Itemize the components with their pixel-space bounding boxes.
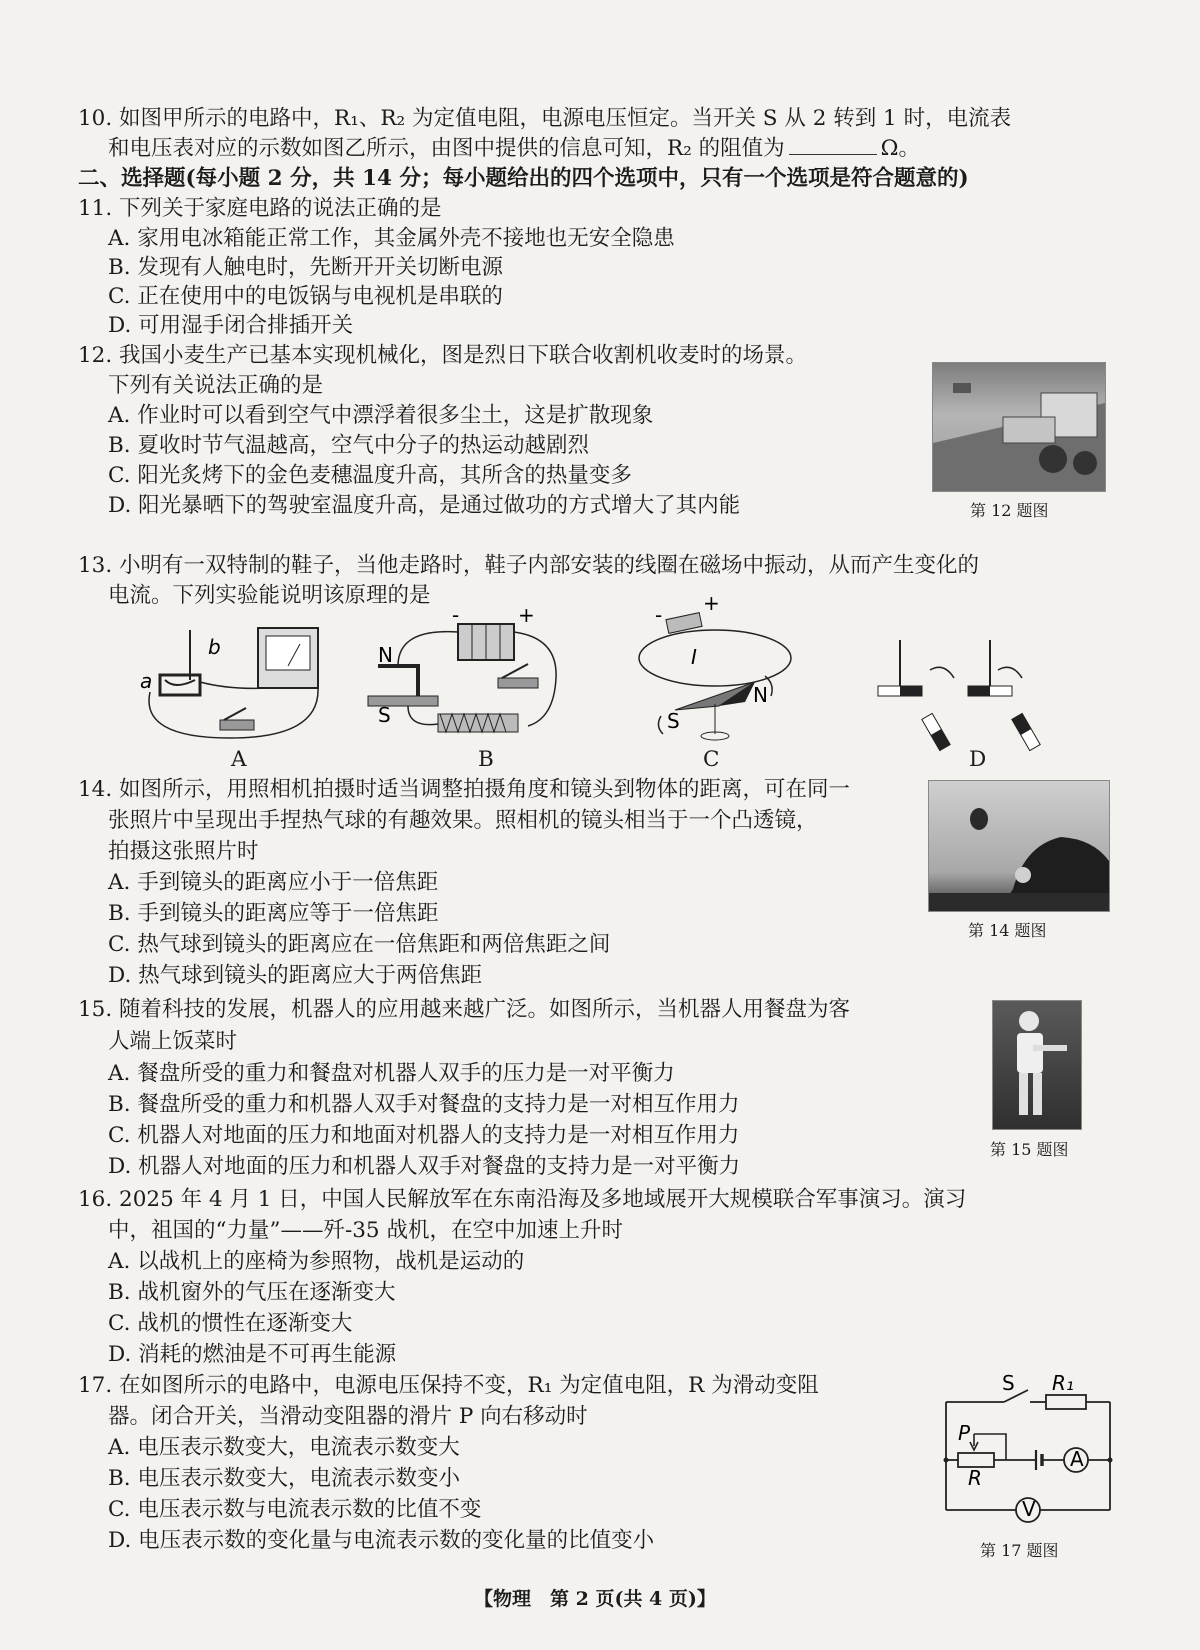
- q16-option-d: D. 消耗的燃油是不可再生能源: [108, 1342, 397, 1367]
- q12-stem-2: 下列有关说法正确的是: [108, 373, 324, 398]
- q12-option-a: A. 作业时可以看到空气中漂浮着很多尘土，这是扩散现象: [108, 403, 654, 428]
- q12-option-d: D. 阳光暴晒下的驾驶室温度升高，是通过做功的方式增大了其内能: [108, 493, 741, 518]
- fig-c-label-i: I: [691, 645, 697, 669]
- q11-option-c: C. 正在使用中的电饭锅与电视机是串联的: [108, 284, 503, 309]
- label-a: A: [1070, 1447, 1084, 1471]
- q13-stem-1: 13. 小明有一双特制的鞋子，当他走路时，鞋子内部安装的线圈在磁场中振动，从而产生变化的: [78, 553, 980, 578]
- fig-b-label-minus: -: [452, 603, 460, 627]
- q16-stem-2: 中，祖国的“力量”——歼-35 战机，在空中加速上升时: [108, 1218, 623, 1243]
- q14-option-a: A. 手到镜头的距离应小于一倍焦距: [108, 870, 439, 895]
- q15-option-b: B. 餐盘所受的重力和机器人双手对餐盘的支持力是一对相互作用力: [108, 1092, 740, 1117]
- q15-option-c: C. 机器人对地面的压力和地面对机器人的支持力是一对相互作用力: [108, 1123, 740, 1148]
- q13-figure-c: [635, 591, 805, 746]
- fig-a-label-a: a: [140, 669, 153, 693]
- q14-stem-1: 14. 如图所示，用照相机拍摄时适当调整拍摄角度和镜头到物体的距离，可在同一: [78, 777, 851, 802]
- q12-stem-1: 12. 我国小麦生产已基本实现机械化，图是烈日下联合收割机收麦时的场景。: [78, 343, 808, 368]
- q14-stem-3: 拍摄这张照片时: [108, 839, 259, 864]
- q14-option-b: B. 手到镜头的距离应等于一倍焦距: [108, 901, 439, 926]
- label-r: R: [968, 1466, 982, 1490]
- section-2-heading: 二、选择题(每小题 2 分，共 14 分；每小题给出的四个选项中，只有一个选项是符合题意的): [78, 166, 969, 191]
- q17-caption: 第 17 题图: [980, 1541, 1059, 1560]
- q16-stem-1: 16. 2025 年 4 月 1 日，中国人民解放军在东南沿海及多地域展开大规模联合军事演习。演习: [78, 1187, 967, 1212]
- q17-option-d: D. 电压表示数的变化量与电流表示数的变化量的比值变小: [108, 1528, 655, 1553]
- q14-stem-2: 张照片中呈现出手捏热气球的有趣效果。照相机的镜头相当于一个凸透镜，: [108, 808, 818, 833]
- q17-circuit-diagram: [940, 1370, 1120, 1530]
- q15-robot-photo: [992, 1000, 1082, 1130]
- q13-label-d: D: [969, 747, 987, 772]
- q11-stem: 11. 下列关于家庭电路的说法正确的是: [78, 196, 442, 221]
- q12-caption: 第 12 题图: [970, 501, 1049, 520]
- resistor-r1: [1046, 1395, 1086, 1409]
- fig-c-label-s: S: [667, 709, 680, 733]
- q11-option-a: A. 家用电冰箱能正常工作，其金属外壳不接地也无安全隐患: [108, 226, 675, 251]
- q17-stem-1: 17. 在如图所示的电路中，电源电压保持不变，R₁ 为定值电阻，R 为滑动变阻: [78, 1373, 819, 1398]
- q14-option-d: D. 热气球到镜头的距离应大于两倍焦距: [108, 963, 483, 988]
- fig-b-label-plus: +: [518, 603, 535, 627]
- q15-option-a: A. 餐盘所受的重力和餐盘对机器人双手的压力是一对平衡力: [108, 1061, 675, 1086]
- fig-b-label-s: S: [378, 703, 391, 727]
- q12-option-c: C. 阳光炙烤下的金色麦穗温度升高，其所含的热量变多: [108, 463, 632, 488]
- q17-option-a: A. 电压表示数变大，电流表示数变大: [108, 1435, 460, 1460]
- q13-figure-a: [140, 620, 340, 750]
- q11-option-b: B. 发现有人触电时，先断开开关切断电源: [108, 255, 503, 280]
- q14-caption: 第 14 题图: [968, 921, 1047, 940]
- q15-caption: 第 15 题图: [990, 1140, 1069, 1159]
- rheostat-r: [958, 1453, 994, 1467]
- q13-figure-d: [870, 640, 1050, 750]
- q13-stem-2: 电流。下列实验能说明该原理的是: [108, 583, 431, 608]
- q17-option-c: C. 电压表示数与电流表示数的比值不变: [108, 1497, 482, 1522]
- q13-label-a: A: [231, 747, 247, 772]
- fig-c-label-n: N: [753, 683, 768, 707]
- q17-option-b: B. 电压表示数变大，电流表示数变小: [108, 1466, 460, 1491]
- slider-p: [970, 1434, 1006, 1460]
- page-footer: 【物理 第 2 页(共 4 页)】: [474, 1588, 716, 1610]
- q15-stem-1: 15. 随着科技的发展，机器人的应用越来越广泛。如图所示，当机器人用餐盘为客: [78, 997, 851, 1022]
- q12-option-b: B. 夏收时节气温越高，空气中分子的热运动越剧烈: [108, 433, 589, 458]
- fig-c-label-minus: -: [655, 603, 663, 627]
- q13-label-b: B: [478, 747, 494, 772]
- fig-b-label-n: N: [378, 643, 393, 667]
- label-r1: R₁: [1052, 1371, 1074, 1395]
- q14-option-c: C. 热气球到镜头的距离应在一倍焦距和两倍焦距之间: [108, 932, 611, 957]
- label-v: V: [1022, 1497, 1036, 1521]
- q16-option-b: B. 战机窗外的气压在逐渐变大: [108, 1280, 396, 1305]
- q10-line1: 10. 如图甲所示的电路中，R₁、R₂ 为定值电阻，电源电压恒定。当开关 S 从 2 转到 1 时，电流表: [78, 106, 1012, 131]
- label-p: P: [958, 1421, 971, 1445]
- q11-option-d: D. 可用湿手闭合排插开关: [108, 313, 354, 338]
- fig-c-label-plus: +: [703, 591, 720, 615]
- answer-blank[interactable]: [789, 136, 877, 155]
- q13-figure-b: [368, 603, 568, 748]
- q16-option-c: C. 战机的惯性在逐渐变大: [108, 1311, 353, 1336]
- q15-stem-2: 人端上饭菜时: [108, 1029, 238, 1054]
- q10-unit: Ω。: [880, 136, 920, 161]
- q15-option-d: D. 机器人对地面的压力和机器人双手对餐盘的支持力是一对平衡力: [108, 1154, 741, 1179]
- q16-option-a: A. 以战机上的座椅为参照物，战机是运动的: [108, 1249, 525, 1274]
- q10-line2: [108, 134, 920, 164]
- q12-harvester-photo: [932, 362, 1106, 492]
- fig-a-label-b: b: [208, 635, 221, 659]
- q17-stem-2: 器。闭合开关，当滑动变阻器的滑片 P 向右移动时: [108, 1404, 588, 1429]
- q10-line2-text: 和电压表对应的示数如图乙所示，由图中提供的信息可知，R₂ 的阻值为: [108, 136, 785, 161]
- label-s: S: [1002, 1371, 1015, 1395]
- q13-label-c: C: [703, 747, 720, 772]
- q14-balloon-photo: [928, 780, 1110, 912]
